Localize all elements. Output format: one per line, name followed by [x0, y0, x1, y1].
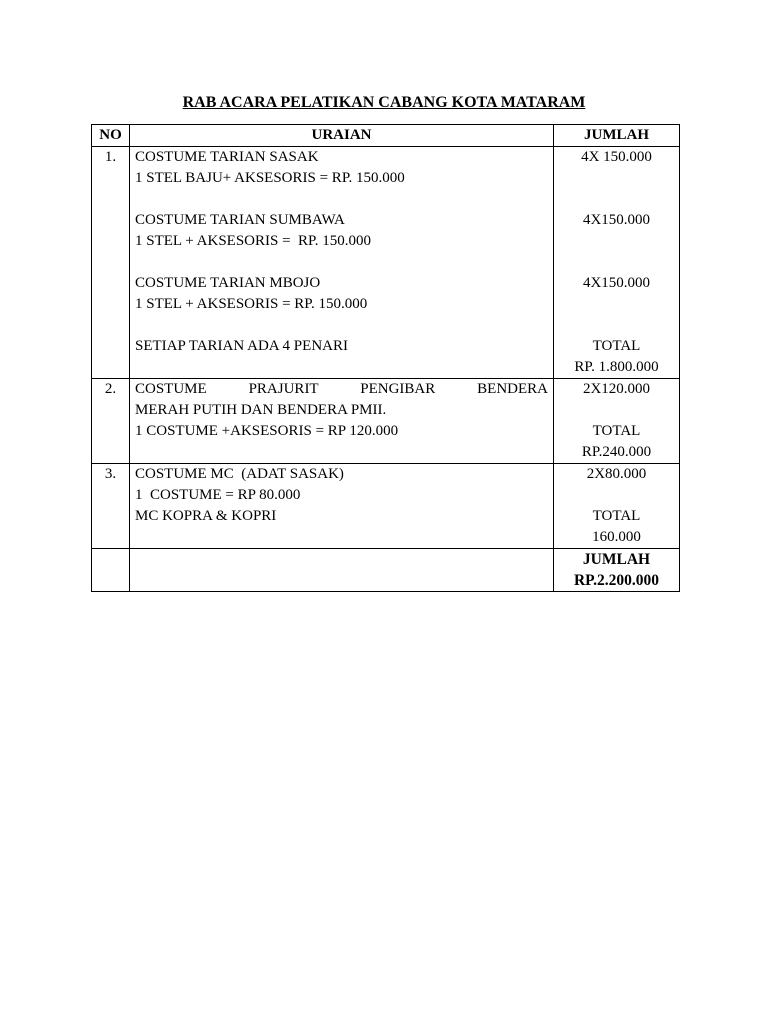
table-row	[92, 379, 680, 464]
description-line: MC KOPRA & KOPRI	[135, 508, 277, 524]
description-line: COSTUME MC (ADAT SASAK)	[135, 466, 344, 482]
description-line: COSTUME TARIAN SASAK	[135, 149, 319, 165]
empty-cell	[92, 549, 130, 592]
amount-line: 4X150.000	[582, 275, 651, 291]
row-number: 2.	[92, 379, 130, 464]
amount-line: TOTAL	[592, 508, 641, 524]
row-description	[130, 147, 554, 379]
grand-total	[554, 549, 680, 592]
grand-total-row	[92, 549, 680, 592]
table-row	[92, 147, 680, 379]
header-uraian: URAIAN	[130, 125, 554, 147]
description-line: SETIAP TARIAN ADA 4 PENARI	[135, 338, 348, 354]
row-amount	[554, 464, 680, 549]
grand-total-label: JUMLAH	[582, 551, 651, 568]
table-row	[92, 464, 680, 549]
amount-line: 4X150.000	[582, 212, 651, 228]
amount-line: RP.240.000	[581, 444, 652, 460]
description-line: 1 STEL + AKSESORIS = RP. 150.000	[135, 296, 368, 312]
amount-line: RP. 1.800.000	[574, 359, 659, 375]
header-jumlah: JUMLAH	[554, 125, 680, 147]
description-line: COSTUME TARIAN MBOJO	[135, 275, 321, 291]
amount-line: 160.000	[592, 529, 641, 545]
amount-line: TOTAL	[592, 338, 641, 354]
amount-line: 2X80.000	[586, 466, 647, 482]
amount-line: 4X 150.000	[581, 149, 652, 165]
description-line: COSTUME TARIAN SUMBAWA	[135, 212, 345, 228]
description-line: MERAH PUTIH DAN BENDERA PMII.	[135, 402, 387, 418]
row-amount	[554, 379, 680, 464]
row-number: 1.	[92, 147, 130, 379]
budget-table	[91, 124, 680, 592]
empty-cell	[130, 549, 554, 592]
header-no: NO	[92, 125, 130, 147]
description-line: 1 COSTUME +AKSESORIS = RP 120.000	[135, 423, 399, 439]
document-title: RAB ACARA PELATIKAN CABANG KOTA MATARAM	[182, 94, 586, 111]
grand-total-value: RP.2.200.000	[573, 572, 660, 589]
row-amount	[554, 147, 680, 379]
description-line: 1 STEL + AKSESORIS = RP. 150.000	[135, 233, 371, 249]
amount-line: TOTAL	[592, 423, 641, 439]
description-line: 1 STEL BAJU+ AKSESORIS = RP. 150.000	[135, 170, 405, 186]
amount-line: 2X120.000	[582, 381, 651, 397]
description-line: 1 COSTUME = RP 80.000	[135, 487, 301, 503]
row-number: 3.	[92, 464, 130, 549]
description-line: COSTUME PRAJURIT PENGIBAR BENDERA	[135, 381, 548, 397]
row-description	[130, 464, 554, 549]
row-description	[130, 379, 554, 464]
table-header-row	[92, 125, 680, 147]
